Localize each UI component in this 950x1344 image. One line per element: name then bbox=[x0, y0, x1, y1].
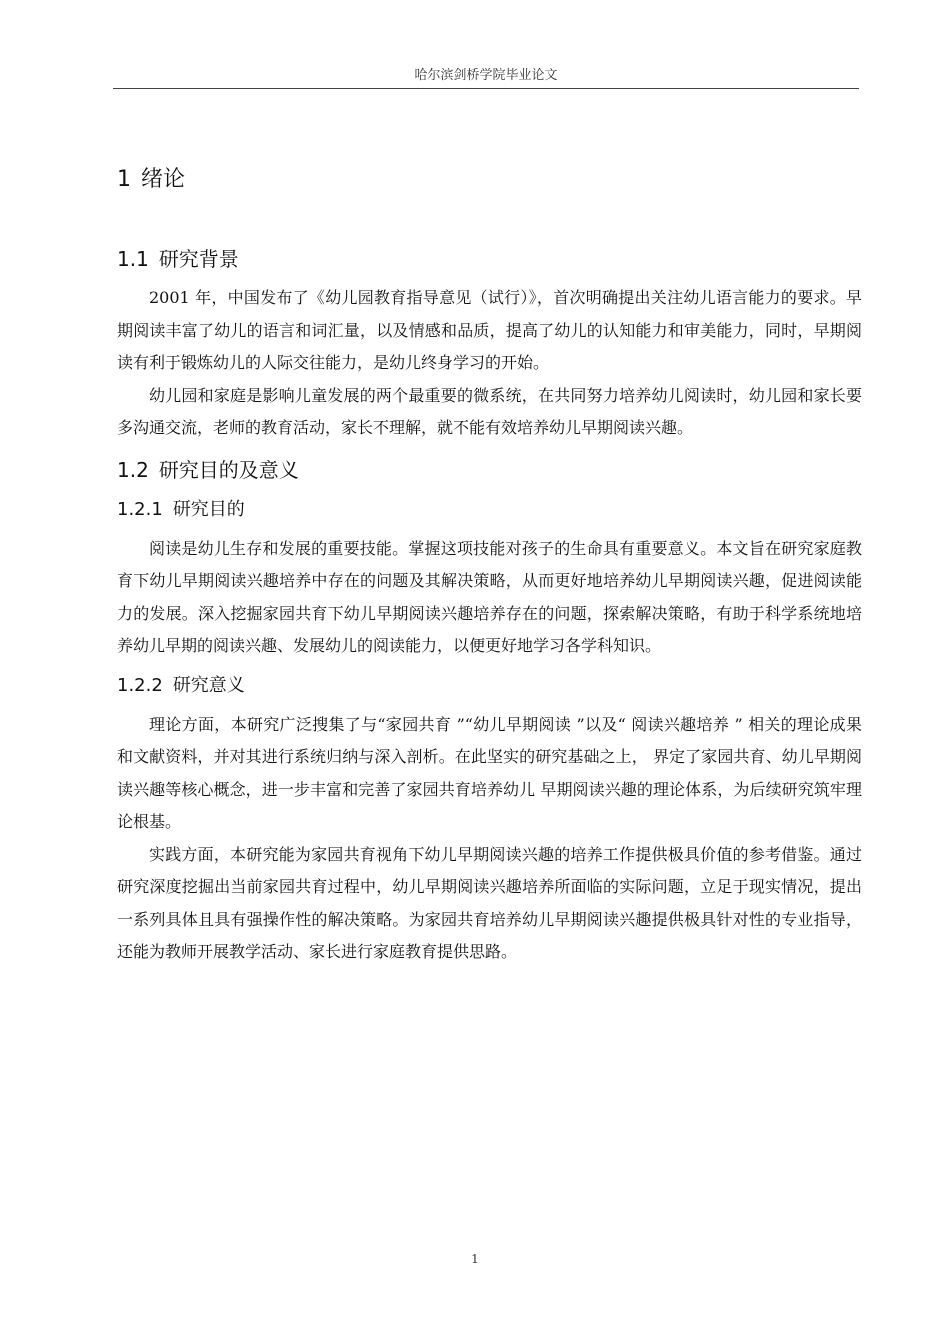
chapter-heading bbox=[117, 160, 862, 200]
paragraph: 阅读是幼儿生存和发展的重要技能。掌握这项技能对孩子的生命具有重要意义。本文旨在研究家庭教育下幼儿早期阅读兴趣培养中存在的问题及其解决策略，从而更好地培养幼儿早期阅读兴趣，促进阅读能力的发展。深入挖掘家园共育下幼儿早期阅读兴趣培养存在的问题，探索解决策略，有助于科学系统地培养幼儿早期的阅读兴趣、发展幼儿的阅读能力，以便更好地学习各学科知识。 bbox=[117, 538, 862, 655]
subsection-number: 1.2.2 bbox=[117, 674, 163, 696]
paragraph: 实践方面，本研究能为家园共育视角下幼儿早期阅读兴趣的培养工作提供极具价值的参考借鉴。通过研究深度挖掘出当前家园共育过程中，幼儿早期阅读兴趣培养所面临的实际问题，立足于现实情况，提出一系列具体且具有强操作性的解决策略。为家园共育培养幼儿早期阅读兴趣提供极具针对性的专业指导，还能为教师开展教学活动、家长进行家庭教育提供思路。 bbox=[117, 844, 862, 961]
running-header: 哈尔滨剑桥学院毕业论文 bbox=[414, 68, 558, 83]
subsection-heading-1-2-2 bbox=[117, 669, 862, 703]
page-body bbox=[117, 158, 862, 969]
paragraph: 幼儿园和家庭是影响儿童发展的两个最重要的微系统，在共同努力培养幼儿阅读时，幼儿园和家长要多沟通交流，老师的教育活动，家长不理解，就不能有效培养幼儿早期阅读兴趣。 bbox=[117, 385, 862, 437]
chapter-title: 绪论 bbox=[141, 167, 186, 192]
section-number: 1.1 bbox=[117, 247, 149, 271]
subsection-heading-1-2-1 bbox=[117, 493, 862, 527]
section-number: 1.2 bbox=[117, 457, 149, 482]
subsection-title: 研究目的 bbox=[172, 498, 245, 520]
subsection-number: 1.2.1 bbox=[117, 498, 163, 520]
spacer bbox=[117, 200, 862, 242]
section-title: 研究背景 bbox=[158, 247, 239, 271]
paragraph: 理论方面，本研究广泛搜集了与“家园共育 ”“幼儿早期阅读 ”以及“ 阅读兴趣培养 ” 相关的理论成果和文献资料，并对其进行系统归纳与深入剖析。在此坚实的研究基础之上， 界定了家园共育、幼儿早期阅读兴趣等核心概念，进一步丰富和完善了家园共育培养幼儿 早期阅读兴趣的理论体系，为后续研究筑牢理论根基。 bbox=[117, 714, 862, 831]
chapter-number: 1 bbox=[117, 167, 131, 192]
paragraph: 2001 年，中国发布了《幼儿园教育指导意见（试行）》，首次明确提出关注幼儿语言能力的要求。早期阅读丰富了幼儿的语言和词汇量，以及情感和品质，提高了幼儿的认知能力和审美能力，同时，早期阅读有利于锻炼幼儿的人际交往能力，是幼儿终身学习的开始。 bbox=[117, 288, 862, 372]
subsection-title: 研究意义 bbox=[172, 674, 245, 696]
header-rule bbox=[113, 88, 859, 89]
section-heading-1-2 bbox=[117, 453, 862, 487]
section-title: 研究目的及意义 bbox=[158, 457, 299, 482]
spacer bbox=[117, 445, 862, 453]
page-number: 1 bbox=[471, 1252, 479, 1266]
section-heading-1-1 bbox=[117, 242, 862, 276]
